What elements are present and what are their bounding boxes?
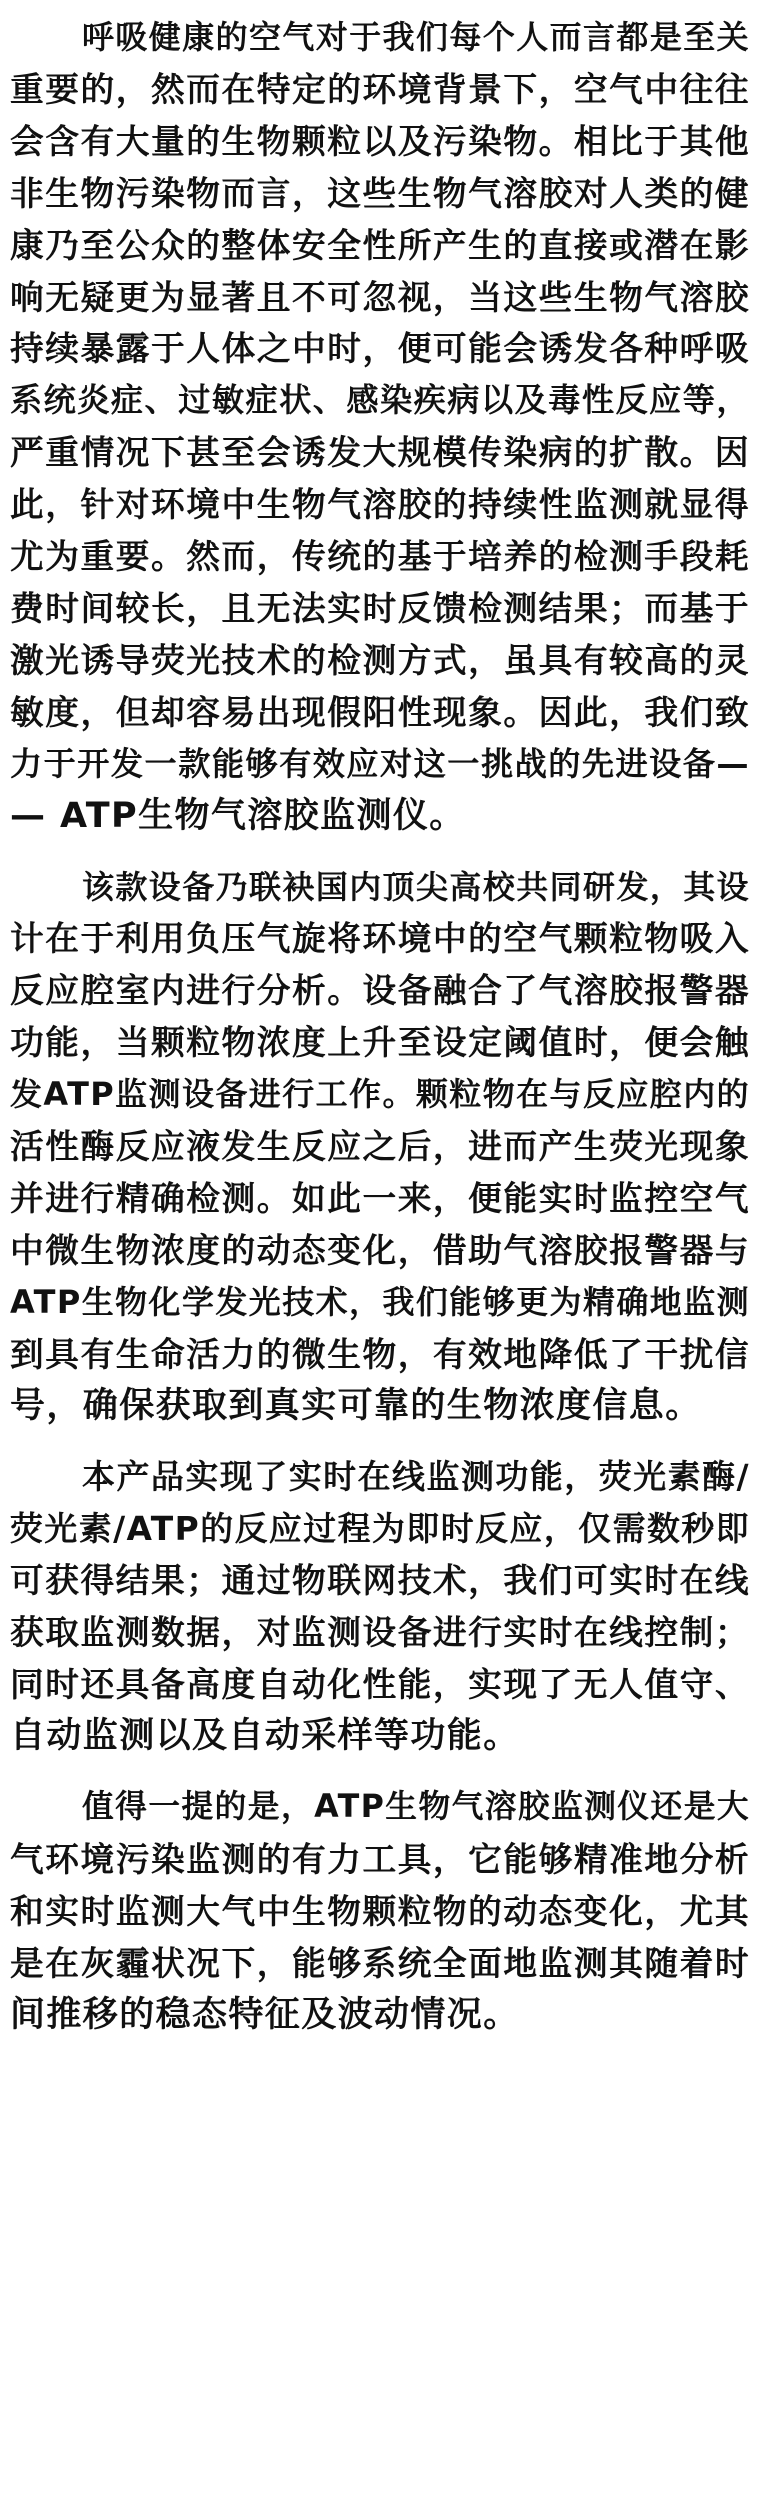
paragraph-1 [10, 12, 750, 843]
text-line: 荧光素/ATP的反应过程为即时反应，仅需数秒即 [10, 1509, 750, 1549]
text-line: 系统炎症、过敏症状、感染疾病以及毒性反应等， [10, 381, 750, 420]
text-line: 功能，当颗粒物浓度上升至设定阈值时，便会触 [10, 1023, 750, 1063]
text-line: ATP生物化学发光技术，我们能够更为精确地监测 [10, 1282, 750, 1321]
text-line: 同时还具备高度自动化性能，实现了无人值守、 [10, 1665, 750, 1705]
text-line: — ATP生物气溶胶监测仪。 [10, 795, 466, 836]
text-line: 反应腔室内进行分析。设备融合了气溶胶报警器 [10, 971, 750, 1011]
text-line: 可获得结果；通过物联网技术，我们可实时在线 [10, 1561, 750, 1601]
paragraph-3 [10, 1451, 750, 1762]
text-line: 计在于利用负压气旋将环境中的空气颗粒物吸入 [10, 919, 750, 959]
text-line: 会含有大量的生物颗粒以及污染物。相比于其他 [10, 121, 750, 161]
paragraph-2 [10, 862, 750, 1433]
text-line: 值得一提的是，ATP生物气溶胶监测仪还是大 [82, 1788, 750, 1825]
text-line: 本产品实现了实时在线监测功能，荧光素酶/ [82, 1457, 750, 1497]
text-line: 力于开发一款能够有效应对这一挑战的先进设备— [10, 744, 750, 783]
text-line: 激光诱导荧光技术的检测方式，虽具有较高的灵 [10, 640, 750, 680]
text-line: 号，确保获取到真实可靠的生物浓度信息。 [10, 1385, 702, 1426]
article-body [10, 12, 750, 2060]
text-line: 响无疑更为显著且不可忽视，当这些生物气溶胶 [10, 277, 750, 317]
text-line: 重要的，然而在特定的环境背景下，空气中往往 [10, 69, 750, 109]
text-line: 活性酶反应液发生反应之后，进而产生荧光现象 [10, 1127, 750, 1167]
text-line: 敏度，但却容易出现假阳性现象。因此，我们致 [10, 692, 750, 732]
text-line: 中微生物浓度的动态变化，借助气溶胶报警器与 [10, 1230, 750, 1270]
text-line: 费时间较长，且无法实时反馈检测结果；而基于 [10, 588, 750, 628]
text-line: 此，针对环境中生物气溶胶的持续性监测就显得 [10, 485, 750, 525]
text-line: 到具有生命活力的微生物，有效地降低了干扰信 [10, 1334, 750, 1374]
text-line: 并进行精确检测。如此一来，便能实时监控空气 [10, 1178, 750, 1218]
text-line: 获取监测数据，对监测设备进行实时在线控制； [10, 1613, 750, 1653]
text-line: 发ATP监测设备进行工作。颗粒物在与反应腔内的 [10, 1075, 750, 1114]
text-line: 和实时监测大气中生物颗粒物的动态变化，尤其 [10, 1891, 750, 1931]
text-line: 自动监测以及自动采样等功能。 [10, 1716, 520, 1756]
text-line: 间推移的稳态特征及波动情况。 [10, 1994, 520, 2035]
text-line: 是在灰霾状况下，能够系统全面地监测其随着时 [10, 1943, 750, 1983]
text-line: 气环境污染监测的有力工具，它能够精准地分析 [10, 1839, 750, 1879]
text-line: 非生物污染物而言，这些生物气溶胶对人类的健 [10, 173, 750, 213]
text-line: 尤为重要。然而，传统的基于培养的检测手段耗 [10, 537, 750, 577]
text-line: 呼吸健康的空气对于我们每个人而言都是至关 [82, 18, 750, 56]
text-line: 持续暴露于人体之中时，便可能会诱发各种呼吸 [10, 329, 750, 369]
text-line: 康乃至公众的整体安全性所产生的直接或潜在影 [10, 225, 750, 265]
paragraph-4 [10, 1782, 750, 2042]
text-line: 该款设备乃联袂国内顶尖高校共同研发，其设 [82, 867, 750, 906]
text-line: 严重情况下甚至会诱发大规模传染病的扩散。因 [10, 433, 750, 473]
